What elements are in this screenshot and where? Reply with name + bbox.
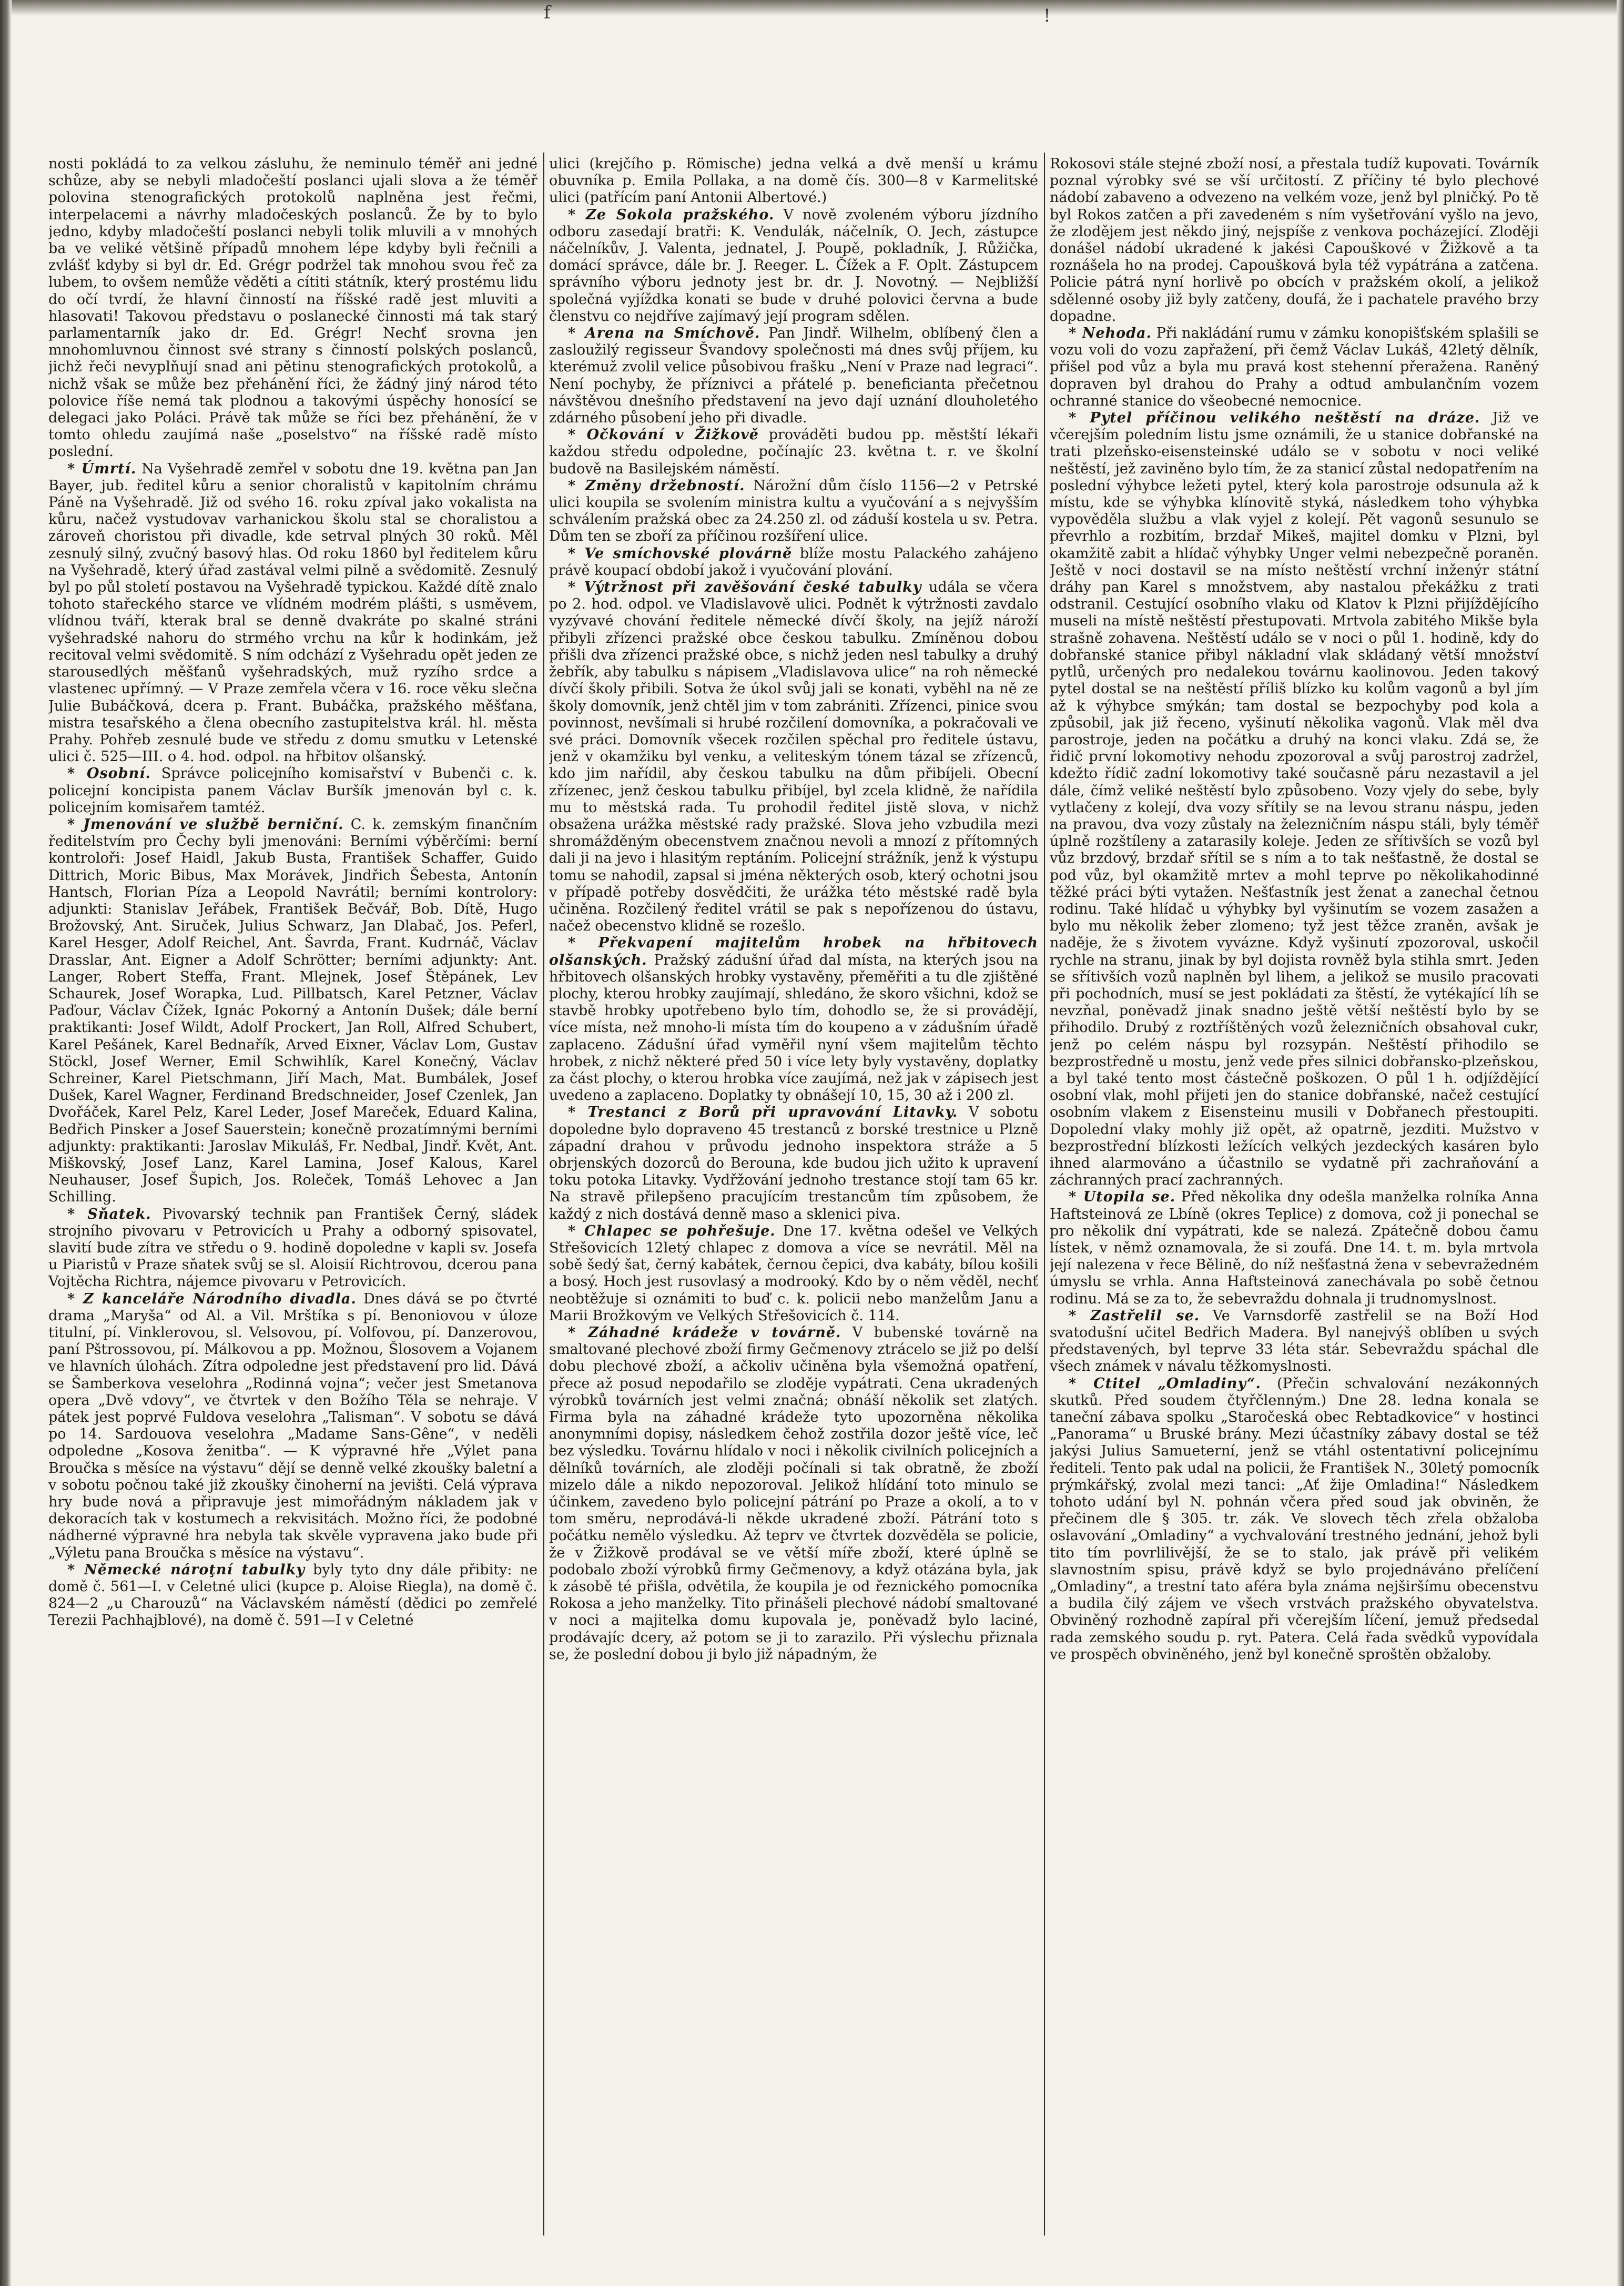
article-paragraph [48,461,537,766]
article-text: Pražský zádušní úřad dal místa, na kterých jsou na hřbitovech olšanských hrobky vystavěny, přeměřiti a tu dle zjištěné plochy, kterou hrobky zaujímají, shledáno, že skoro všichni, kdož se stavbě hrobky upotřebeno bylo tím, dohodlo se, že si provádějí, více místa, než mnoho-li místa tím do koupeno a v zádušním úřadě zaplaceno. Zádušní úřad vyměřil nyní všem majitelům těchto hrobek, z nichž některé před 50 i více lety byly vystavěny, doplatky za část plochy, o kterou hrobka více zaujímá, než jak v zápisech jest uvedeno a zaplaceno. Doplatky ty obnášejí 10, 15, 30 až i 200 zl. [549,952,1038,1104]
article-heading: * Pytel příčinou velikého neštěstí na dráze. [1069,410,1480,427]
article-text: Při nakládání rumu v zámku konopišťském splašili se vozu voli do vozu zapřažení, při čemž Václav Lukáš, 42letý dělník, přišel pod vůz a byla mu pravá kost stehenní přeražena. Raněný dopraven byl drahou do Prahy a odtud ambulančním vozem ochranné stanice do všeobecné nemocnice. [1050,325,1539,409]
article-paragraph [1050,1375,1539,1663]
article-paragraph [549,427,1038,478]
article-text: Správce policejního komisařství v Bubenči c. k. policejní koncipista panem Václav Buršík jmenován byl c. k. policejním komisařem tamtéž. [48,765,537,816]
article-text: byly tyto dny dále přibity: ne domě č. 561—I. v Celetné ulici (kupce p. Aloise Riegla), na domě č. 824—2 „u Charouzů“ na Václavském náměstí (dědici po zemřelé Terezii Pachhajblové), na domě č. 591—I v Celetné [48,1561,537,1629]
article-text: (Přečin schvalování nezákonných skutků. Před soudem čtyřčlenným.) Dne 28. ledna konala se taneční zábava spolku „Staročeská obec Rebtadkovice“ v hostinci „Panorama“ u Bruské brány. Mezi účastníky zábavy dostal se též jakýsi Julius Samueterní, jenž se vtáhl ostentativní policejnímu řediteli. Tento pak udal na policii, že František N., 30letý pomocník prýmkářský, zvolal mezi tanci: „Ať žije Omladina!“ Následkem tohoto udání byl N. pohnán včera před soud jak obviněn, že přečinem dle § 305. tr. zák. Ve slovech těch zřela obžaloba oslavování „Omladiny“ a vychvalování trestného jednání, jehož byli tito tím povrlilivější, že se to stalo, jak právě při velikém slavnostním spisu, právě když se bylo projednáváno přelíčení „Omladiny“, a trestní tato aféra byla známa nejširšímu obecenstvu a budila čilý zájem ve všech vrstvách pražského obyvatelstva. Obviněný rozhodně zapíral při včerejším líčení, jemuž předsedal rada zemského soudu p. ryt. Patera. Celá řada svědků vypovídala ve prospěch obviněného, jenž byl konečně sproštěn obžaloby. [1050,1375,1539,1663]
article-heading: * Ze Sokola pražského. [568,206,775,223]
article-paragraph [48,816,537,1206]
article-heading: * Arena na Smíchově. [568,325,760,342]
article-heading: * Výtržnost při zavěšování české tabulky [568,579,922,596]
article-paragraph [1050,1189,1539,1307]
article-text: Ve Varnsdorfě zastřelil se na Boží Hod svatodušní učitel Bedřich Madera. Byl nanejvýš oblíben u svých představených, byl teprve 33 léta stár. Sebevraždu spáchal dle všech známek v návalu těžkomyslnosti. [1050,1307,1539,1375]
article-text: blíže mostu Palackého zahájeno právě koupací období jakož i vyučování plování. [549,545,1038,579]
article-paragraph [549,325,1038,427]
article-paragraph [549,579,1038,935]
article-heading: * Ctitel „Omladiny“. [1069,1375,1261,1392]
article-heading: * Sňatek. [67,1206,151,1222]
article-heading: * Záhadné krádeže v továrně. [568,1324,841,1341]
article-text: V nově zvoleném výboru jízdního odboru zasedají bratři: K. Vendulák, náčelník, O. Jech, zástupce náčelníkův, J. Valenta, jednatel, J. Poupě, pokladník, J. Růžička, domácí správce, dále br. J. Reeger. L. Čížek a F. Oplt. Zástupcem správního výboru jednoty jest br. dr. J. Novotný. — Nejbližší společná vyjíždka konati se bude v druhé polovici června a bude členstvu co nejdříve zajímavý její program sdělen. [549,206,1038,325]
article-paragraph [549,1104,1038,1222]
article-heading: * Překvapení majitelům hrobek na hřbitovech olšanských. [549,935,1038,968]
text-column-3 [1050,156,1539,2254]
article-heading: * Osobní. [67,765,151,782]
text-column-2 [549,156,1038,2254]
top-mark-2: ! [1043,5,1051,26]
article-text: C. k. zemským finančním ředitelstvím pro Čechy byli jmenováni: Berními výběrčími: berní kontroloři: Josef Haidl, Jakub Busta, František Schaffer, Guido Dittrich, Moric Bibus, Max Morávek, Jindřich Šebesta, Antonín Hantsch, Florian Píza a Leopold Navrátil; berními kontrolory: adjunkti: Stanislav Jeřábek, František Bečvář, Bob. Dítě, Hugo Brožovský, Ant. Siruček, Julius Schwarz, Jan Dlabač, Jos. Peferl, Karel Hesger, Adolf Reichel, Ant. Šavrda, Frant. Kudrnáč, Václav Drasslar, Ant. Eigner a Adolf Schrötter; berními adjunkty: Ant. Langer, Robert Steffa, Frant. Mlejnek, Josef Štěpánek, Lev Schaurek, Josef Worapka, Lud. Pillbatsch, Karel Petzner, Václav Paďour, Václav Čížek, Ignác Pokorný a Antonín Dušek; dále berní praktikanti: Josef Wildt, Adolf Prockert, Jan Roll, Alfred Schubert, Karel Pešánek, Karel Bednařík, Arved Eixner, Václav Lom, Gustav Stöckl, Josef Werner, Emil Schwihlík, Karel Konečný, Václav Schreiner, Karel Pietschmann, Jiří Mach, Mat. Bumbálek, Josef Dušek, Karel Wagner, Ferdinand Bredschneider, Josef Czenlek, Jan Dvořáček, Karel Pelz, Karel Leder, Josef Mareček, Eduard Kalina, Bedřich Pinsker a Josef Sauerstein; konečně prozatímnými berními adjunkty: praktikanti: Jaroslav Mikuláš, Fr. Nedbal, Jindř. Květ, Ant. Miškovský, Josef Lanz, Karel Lamina, Josef Kalous, Karel Neuhauser, Josef Šupich, Jos. Roleček, Tomáš Lehovec a Jan Schilling. [48,816,537,1206]
article-heading: * Trestanci z Borů při upravování Litavky. [568,1104,958,1121]
article-paragraph [48,765,537,816]
article-paragraph [48,1291,537,1562]
article-text: Na Vyšehradě zemřel v sobotu dne 19. května pan Jan Bayer, jub. ředitel kůru a senior choralistů v kapitolním chrámu Páně na Vyšehradě. Již od svého 16. roku zpíval jako vokalista na kůru, načež vystudovav varhanickou školu stal se choralistou a zároveň choristou při divadle, kde setrval plných 30 roků. Měl zesnulý silný, zvučný basový hlas. Od roku 1860 byl ředitelem kůru na Vyšehradě, který úřad zastával velmi pilně a svědomitě. Zesnulý byl po půl století postavou na Vyšehradě typickou. Každé dítě znalo tohoto stařeckého starce ve vlídném modrém plášti, s usměvem, vlídnou tváří, kterak bral se denně dvakráte po skalné stráni vyšehradské nahoru do strmého vrchu na kůr k hodinkám, jež recitoval velmi svědomitě. S ním odchází z Vyšehradu opět jeden ze starousedlých měšťanů vyšehradských, muž ryzího srdce a vlastenec upřímný. — V Praze zemřela včera v 16. roce věku slečna Julie Bubáčková, dcera p. Frant. Bubáčka, pražského měšťana, mistra tesařského a člena obecního zastupitelstva král. hl. města Prahy. Pohřeb zesnulé bude ve středu z domu smutku v Letenské ulici č. 525—III. o 4. hod. odpol. na hřbitov olšanský. [48,460,537,765]
article-heading: * Utopila se. [1069,1189,1176,1206]
article-heading: * Německé nároţní tabulky [67,1561,305,1578]
article-heading: * Zastřelil se. [1069,1307,1200,1324]
article-text: V sobotu dopoledne bylo dopraveno 45 trestanců z borské trestnice u Plzně západní drahou v průvodu jednoho inspektora stráže a 5 obrjenských dozorců do Berouna, kde budou jich užito k upravení toku potoka Litavky. Vydřžování jednoho trestance stojí tam 65 kr. Na stravě přilepšeno pracujícím trestancům tím způsobem, že každý z nich dostává denně maso a sklenici piva. [549,1104,1038,1222]
article-text: Dne 17. května odešel ve Velkých Střešovicích 12letý chlapec z domova a více se nevrátil. Měl na sobě šedý šat, černý kabátek, černou čepici, dva kabáty, bílou košili a bosý. Hoch jest rusovlasý a modrooký. Kdo by o něm věděl, nechť neobtěžuje si oznámiti to buď c. k. policii nebo manželům Janu a Marii Brožkovým ve Velkých Střešovicích č. 114. [549,1222,1038,1324]
article-text: Dnes dává se po čtvrté drama „Maryša“ od Al. a Vil. Mrštíka s pí. Benoniovou v úloze titulní, pí. Vinklerovou, sl. Velsovou, pí. Volfovou, pí. Danzerovou, paní Pštrossovou, pí. Málkovou a pp. Možnou, Šlosovem a Vojanem ve hlavních úlohách. Zítra odpoledne jest představení pro lid. Dává se Šamberkova veselohra „Rodinná vojna“; večer jest Smetanova opera „Dvě vdovy“, ve čtvrtek v den Božího Těla se nehraje. V pátek jest poprvé Fuldova veselohra „Talisman“. V sobotu se dává po 14. Sardouova veselohra „Madame Sans-Gêne“, v neděli odpoledne „Kosova ženitba“. — K výpravné hře „Výlet pana Broučka s měsíce na výstavu“ dějí se denně velké zkoušky baletní a v sobotu počnou také již zkoušky činoherní na jevišti. Celá výprava hry bude nová a připravuje jest mimořádným nákladem jak v dekoracích tak v kostumech a rekvisitách. Možno říci, že podobné nádherné výpravné hra nebyla tak skvěle vypravena jako bude při „Výletu pana Broučka s měsíce na výstavu“. [48,1290,537,1561]
article-paragraph [549,935,1038,1104]
article-paragraph [549,478,1038,545]
article-paragraph [1050,410,1539,1189]
article-text: Pan Jindř. Wilhelm, oblíbený člen a zasloužilý regisseur Švandovy společnosti má dnes svůj příjem, ku kterémuž zvolil velice působivou frašku „Není v Praze nad legraci“. Není pochyby, že příznivci a přátelé p. beneficianta přečetnou návštěvou dnešního představení na jevo dají uznání dlouholetého zdárného působení jeho při divadle. [549,325,1038,427]
top-mark: f [544,2,551,23]
article-paragraph [48,156,537,461]
article-text: udála se včera po 2. hod. odpol. ve Vladislavově ulici. Podnět k výtržnosti zavdalo vyzývavé chování ředitele německé dívčí školy, na jejíž nároží přibyli zřízenci pražské obce českou tabulku. Zmíněnou dobou přišli dva zřízenci pražské obce, s nichž jeden nesl tabulky a druhý žebřík, aby tabulku s nápisem „Vladislavova ulice“ na roh německé dívčí školy přibili. Sotva že úkol svůj jali se konati, vyběhl na ně ze školy domovník, jenž chtěl jim v tom zabrániti. Zřízenci, pinice svou povinnost, nevšímali si hrubé rozčilení domovníka, a pokračovali ve své práci. Domovník všecek rozčilen spěchal pro ředitele ústavu, jenž v okamžiku byl venku, a veliteským tónem tázal se zřízenců, kdo jim nařídil, aby českou tabulku na dům přibíjeli. Obecní zřízenec, jenž českou tabulku přibíjel, byl zcela klidně, že nařídila mu to městská rada. Tu prohodil ředitel jistě slova, v nichž obsažena urážka městské rady pražské. Slova jeho vzbudila mezi shromážděným obecenstvem značnou nevoli a mnozí z přítomných dali ji na jevo i hlasitým reptáním. Policejní strážník, jenž k výstupu tomu se nahodil, zapsal si jména některých osob, který ochotni jsou v případě potřeby dosvědčiti, že urážka této městské radě byla učiněna. Rozčilený ředitel vrátil se pak s nepořízenou do ústavu, načež obecenstvo klidně se rozešlo. [549,579,1038,935]
article-heading: * Změny držebností. [568,477,745,494]
article-paragraph [48,1562,537,1630]
article-text: Nárožní dům číslo 1156—2 v Petrské ulici koupila se svolením ministra kultu a vyučování a s nejvyšším schválením pražská obec za 24.250 zl. od záduší kostela u sv. Petra. Dům ten se zboří za příčinou rozšíření ulice. [549,477,1038,545]
text-column-1 [48,156,537,2254]
article-heading: * Jmenování ve službě berniční. [67,816,344,833]
article-text: Pivovarský technik pan František Černý, sládek strojního pivovaru v Petrovicích u Prahy a odborný spisovatel, slavití bude zítra ve středu o 9. hodině dopoledne v kapli sv. Josefa u Piaristů v Praze sňatek svůj se sl. Aloisií Richtrovou, dcerou pana Vojtěcha Richtra, nájemce pivovaru v Petrovicích. [48,1206,537,1290]
article-paragraph [549,1223,1038,1324]
column-rule-2 [1044,153,1045,2236]
article-heading: * Ve smíchovské plovárně [568,545,793,562]
article-text: V bubenské továrně na smaltované plechové zboží firmy Gečmenovy ztrácelo se již po delší dobu plechové zboží, a ačkoliv učiněna byla všemožná opatření, přece až posud nepodařilo se zloděje vypátrati. Cena ukradených výrobků továrních jest velmi značná; obnáší několik set zlatých. Firma byla na záhadné krádeže tyto upozorněna několika anonymními dopisy, následkem čehož zostřila dozor ještě více, leč bez výsledku. Továrnu hlídalo v noci i několik civilních policejních a dělníků továrních, ale zloději počínali si tak obratně, že zboží mizelo dále a nikdo nepozoroval. Jelikož hlídání toto minulo se účinkem, zavedeno bylo policejní pátrání po Praze a okolí, a to v tom směru, neprodává-li někde ukradené zboží. Pátrání toto s počátku nemělo výsledku. Až teprv ve čtvrtek dozvěděla se policie, že v Žižkově prodával se ve větší míře zboží, které úplně se podobalo zboží výrobků firmy Gečmenovy, a když otázána byla, jak k zásobě té přišla, odvětila, že koupila je od řeznického pomocníka Rokosa a jeho manželky. Tito přinášeli plechové nádobí smaltované v noci a majitelka domu kupovala je, poněvadž bylo laciné, prodávajíc dcery, až potom se ji to zarazilo. Při výslechu přiznala se, že poslední dobou ji bylo již nápadným, že [549,1324,1038,1663]
scan-edge-top [0,0,1624,16]
column-rule-1 [543,153,544,2236]
article-paragraph [48,1206,537,1291]
article-heading: * Chlapec se pohřešuje. [568,1222,776,1239]
scan-edge-left [0,0,12,2286]
article-paragraph [1050,325,1539,410]
article-heading: * Očkování v Žižkově [568,427,759,443]
article-paragraph [549,156,1038,207]
article-heading: * Z kanceláře Národního divadla. [67,1290,357,1307]
article-paragraph [549,207,1038,325]
article-heading: * Nehoda. [1069,325,1152,342]
article-text: Rokosovi stále stejné zboží nosí, a přestala tudíž kupovati. Továrník poznal výrobky své se vší určitostí. Z příčiny té bylo plechové nádobí zabaveno a odvezeno na velkém voze, jenž byl plničký. Po tě byl Rokos zatčen a při zavedeném s ním vyšetřování vyšlo na jevo, že zlodějem jest někdo jiný, nejspíše z venkova pocházející. Zloději donášel nádobí ukradené k jakési Capouškové v Žižkově a ta roznášela ho na prodej. Capoušková byla též vypátrána a zatčena. Policie pátrá nyní horlivě po obcích v pražském okolí, a jelikož sdělenné osoby již byly zatčeny, doufá, že i pachatele pravého brzy dopadne. [1050,156,1539,325]
article-paragraph [549,545,1038,579]
article-paragraph [1050,1308,1539,1375]
article-paragraph [1050,156,1539,325]
article-text: ulici (krejčího p. Römische) jedna velká a dvě menší u krámu obuvníka p. Emila Pollaka, a na domě čís. 300—8 v Karmelitské ulici (patřícím paní Antonii Albertové.) [549,156,1038,206]
article-paragraph [549,1324,1038,1663]
scan-edge-right [1617,0,1624,2286]
article-heading: * Úmrtí. [67,460,137,477]
article-text: prováděti budou pp. městští lékaři každou středu odpoledne, počínajíc 23. května t. r. ve školní budově na Basilejském náměstí. [549,427,1038,477]
article-text: Již ve včerejším poledním listu jsme oznámili, že u stanice dobřanské na trati plzeňsko-eisensteinské událo se v sobotu v noci veliké neštěstí, jež zaviněno bylo tím, že za stanicí zůstal nedopatřením na poslední výhybce ležeti pytel, který kola parostroje odsunula až k místu, kde se výhybka klínovitě styká, následkem toho výhybka vypověděla službu a vlak vyjel z kolejí. Pět vagonů sesunulo se převrhlo a rozbitím, brzdař Mikeš, majitel domku v Plzni, byl okamžitě zabit a hlídač výhybky Unger velmi nebezpečně poraněn. Ještě v noci dostavil se na místo neštěstí vrchní inženýr státní dráhy pan Karel s množstvem, aby nastalou překážku z trati odstranil. Cestující osobního vlaku od Klatov k Plzni přijíždějícího museli na místě neštěstí přestupovati. Mrtvola zabitého Mikše byla strašně zohavena. Neštěstí událo se v noci o půl 1. hodině, kdy do dobřanské stanice přibyl nákladní vlak skládaný větší množství pytlů, určených pro nedalekou továrnu kaolinovou. Jeden takový pytel dostal se na neštěstí příliš blízko ku kolům vagonů a byl jím až k výhybce smýkán; tam dostal se bezpochyby pod kola a způsobil, jak již řeceno, vyšinutí několika vagonů. Vlak měl dva parostroje, jeden na počátku a druhý na konci vlaku. Zdá se, že řidič první lokomotivy nehodu zpozoroval a svůj parostroj zadržel, kdežto řídič zadní lokomotivy také současně páru nezastavil a jel dále, čímž veliké neštěstí bylo způsobeno. Vozy vjely do sebe, byly vytlačeny z kolejí, dva vozy sřítily se na levou stranu náspu, jeden na pravou, dva vozy zůstaly na železničním náspu stáli, byly téměř úplně rozštíleny a zatarasily koleje. Jeden ze sřítivších se vozů byl vůz brzdový, brzdař sřítil se s ním a to tak nešťastně, že dostal se pod vůz, byl okamžitě mrtev a mohl teprve po několikahodinné těžké práci býti vytažen. Nešťastník jest ženat a zanechal četnou rodinu. Také hlídač u výhybky byl vyšinutím se vozem zasažen a bylo mu několik žeber zlomeno; tyž jest těžce zraněn, avšak je naděje, že s životem vyvázne. Když vyšinutí zpozoroval, uskočil rychle na stranu, jinak by byl dojista rovněž byla stihla smrt. Jeden se sřítivších vozů naplněn byl lihem, a jelikož se musilo pracovati při pochodních, musí se jest pokládati za štěstí, že vytékající líh se nevzňal, poněvadž jinak snadno ještě větší neštěstí bylo by se přihodilo. Drubý z roztříštěných vozů železničních obsahoval cukr, jenž po celém náspu byl rozsypán. Neštěstí přihodilo se bezprostředně u mostu, jenž vede přes silnici dobřansko-plzeňskou, a byl také tento most částečně poškozen. O půl 1 h. odjíždějící osobní vlak, mohl přijeti jen do stanice dobřanské, načež cestující osobním vlakem z Eisensteinu musili v Dobřanech přestoupiti. Dopolední vlaky mohly již opět, až opatrně, jezditi. Mužstvo v bezprostřední blízkosti ležících velkých jezdeckých kasáren bylo ihned alarmováno a účastnilo se vydatně při zachraňování a záchranných prací zachranných. [1050,410,1539,1189]
article-text: nosti pokládá to za velkou zásluhu, že neminulo téměř ani jedné schůze, aby se nebyli mladočeští poslanci ujali slova a že téměř polovina stenografických protokolů naplněna jest řečmi, interpelacemi a návrhy mladočeských poslanců. Že by to bylo jedno, kdyby mladočeští poslanci nebyli tolik mluvili a v mnohých ba ve veliké většině případů mnohem lépe kdyby byli řečnili a zvlášť kdyby si byl dr. Ed. Grégr podržel tak mnohou svou řeč za lubem, to ovšem nemůže věděti a cítiti státník, který prostému lidu do očí tvrdí, že hlavní činností na říšské radě jest mluviti a hlasovati! Takovou představu o poslanecké činnosti má tak starý parlamentarník jako dr. Ed. Grégr! Nechť srovna jen mnohomluvnou činnost své strany s činností polských poslanců, jichž řeči nevyplňují snad ani pětinu stenografických protokolů, a nichž však se může bez přehánění říci, že žádný jiný národ této polovice říše nemá tak plodnou a takovými úspěchy honosící se delegaci jako Poláci. Právě tak může se říci bez přehánění, že v tomto ohledu zaujímá naše „poselstvo“ na říšské radě místo poslední. [48,156,537,460]
article-text: Před několika dny odešla manželka rolníka Anna Haftsteinová ze Lbíně (okres Teplice) z domova, což ji ponechal se pro několik dní vypátrati, kde se nalezá. Zpátečně dobou čamu lístek, v němž oznamovala, že si zoufá. Dne 14. t. m. byla mrtvola její nalezena v řece Bělině, do níž nešťastná žena v sebevražedném úmyslu se vrhla. Anna Haftsteinová zanechávala po sobě četnou rodinu. Má se za to, že sebevraždu dohnala ji trudnomyslnost. [1050,1189,1539,1307]
